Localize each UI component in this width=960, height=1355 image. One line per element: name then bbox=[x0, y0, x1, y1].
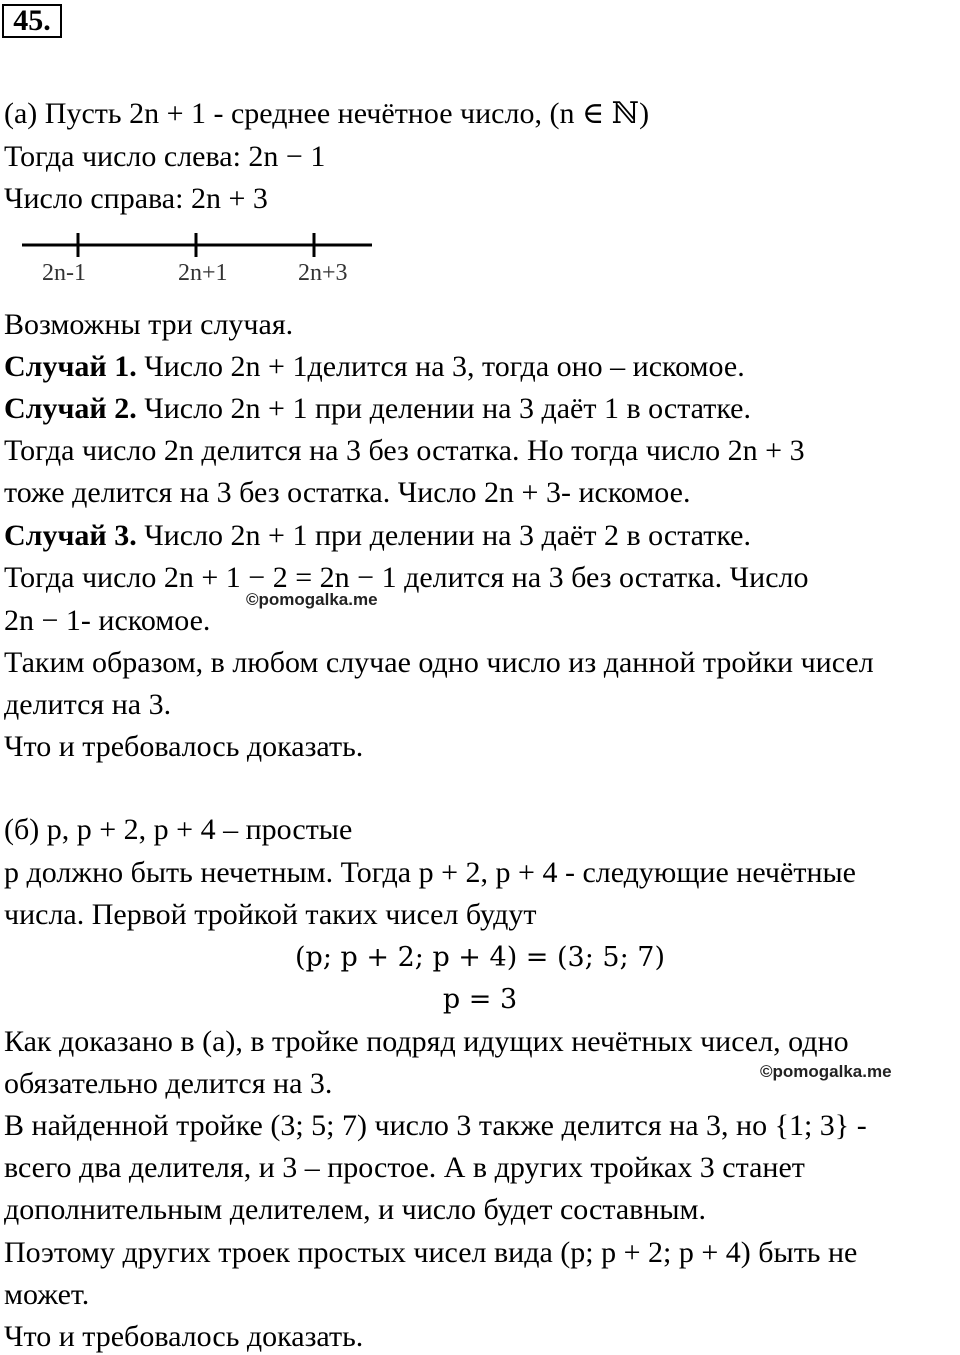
equation-triple-text: (p; p + 2; p + 4) = (3; 5; 7) bbox=[295, 942, 665, 973]
part-b-line-9: Поэтому других троек простых чисел вида (p; p + 2; p + 4) быть не bbox=[4, 1236, 858, 1269]
part-a-line-3: Число справа: 2n + 3 bbox=[4, 182, 268, 215]
equation-p bbox=[0, 981, 960, 1018]
part-b-line-6: В найденной тройке (3; 5; 7) число 3 также делится на 3, но {1; 3} - bbox=[4, 1109, 867, 1142]
part-a-line-8: тоже делится на 3 без остатка. Число 2n + 3- искомое. bbox=[4, 476, 691, 509]
part-b-line-8: дополнительным делителем, и число будет составным. bbox=[4, 1193, 707, 1226]
part-a-line-12: Таким образом, в любом случае одно число из данной тройки чисел bbox=[4, 646, 874, 679]
case-3-line bbox=[4, 518, 751, 554]
part-a-line-1: (а) Пусть 2n + 1 - среднее нечётное число, (n ∈ ℕ) bbox=[4, 97, 650, 130]
case-3-title: Случай 3. bbox=[4, 519, 137, 552]
case-2-title: Случай 2. bbox=[4, 392, 137, 425]
part-b-line-7: всего два делителя, и 3 – простое. А в других тройках 3 станет bbox=[4, 1151, 805, 1184]
equation-p-text: p = 3 bbox=[442, 984, 518, 1015]
case-1-line bbox=[4, 349, 745, 385]
axis-label-3: 2n+3 bbox=[298, 260, 348, 286]
part-b-line-2: p должно быть нечетным. Тогда p + 2, p + 4 - следующие нечётные bbox=[4, 856, 856, 889]
problem-number: 45. bbox=[2, 4, 62, 38]
part-a-line-13: делится на 3. bbox=[4, 688, 172, 721]
part-b-line-5: обязательно делится на 3. bbox=[4, 1067, 333, 1100]
equation-triple bbox=[0, 939, 960, 976]
part-a-line-11: 2n − 1- искомое. bbox=[4, 604, 211, 637]
part-b-line-11: Что и требовалось доказать. bbox=[4, 1320, 364, 1353]
part-b-line-3: числа. Первой тройкой таких чисел будут bbox=[4, 898, 537, 931]
case-3-text: Число 2n + 1 при делении на 3 даёт 2 в остатке. bbox=[136, 519, 751, 552]
part-b-line-1: (б) p, p + 2, p + 4 – простые bbox=[4, 813, 353, 846]
part-a-line-4: Возможны три случая. bbox=[4, 308, 294, 341]
part-a-line-7: Тогда число 2n делится на 3 без остатка. Но тогда число 2n + 3 bbox=[4, 434, 805, 467]
watermark-2: ©pomogalka.me bbox=[760, 1062, 892, 1081]
axis-label-1: 2n-1 bbox=[42, 260, 86, 286]
case-2-line bbox=[4, 391, 751, 427]
case-1-title: Случай 1. bbox=[4, 350, 137, 383]
case-2-text: Число 2n + 1 при делении на 3 даёт 1 в остатке. bbox=[136, 392, 751, 425]
part-a-line-10: Тогда число 2n + 1 − 2 = 2n − 1 делится на 3 без остатка. Число bbox=[4, 561, 809, 594]
part-a-line-14: Что и требовалось доказать. bbox=[4, 730, 364, 763]
part-b-line-10: может. bbox=[4, 1278, 90, 1311]
axis-label-2: 2n+1 bbox=[178, 260, 228, 286]
part-a-line-2: Тогда число слева: 2n − 1 bbox=[4, 140, 326, 173]
case-1-text: Число 2n + 1делится на 3, тогда оно – искомое. bbox=[136, 350, 745, 383]
watermark-1: ©pomogalka.me bbox=[246, 590, 378, 609]
part-b-line-4: Как доказано в (а), в тройке подряд идущих нечётных чисел, одно bbox=[4, 1025, 849, 1058]
